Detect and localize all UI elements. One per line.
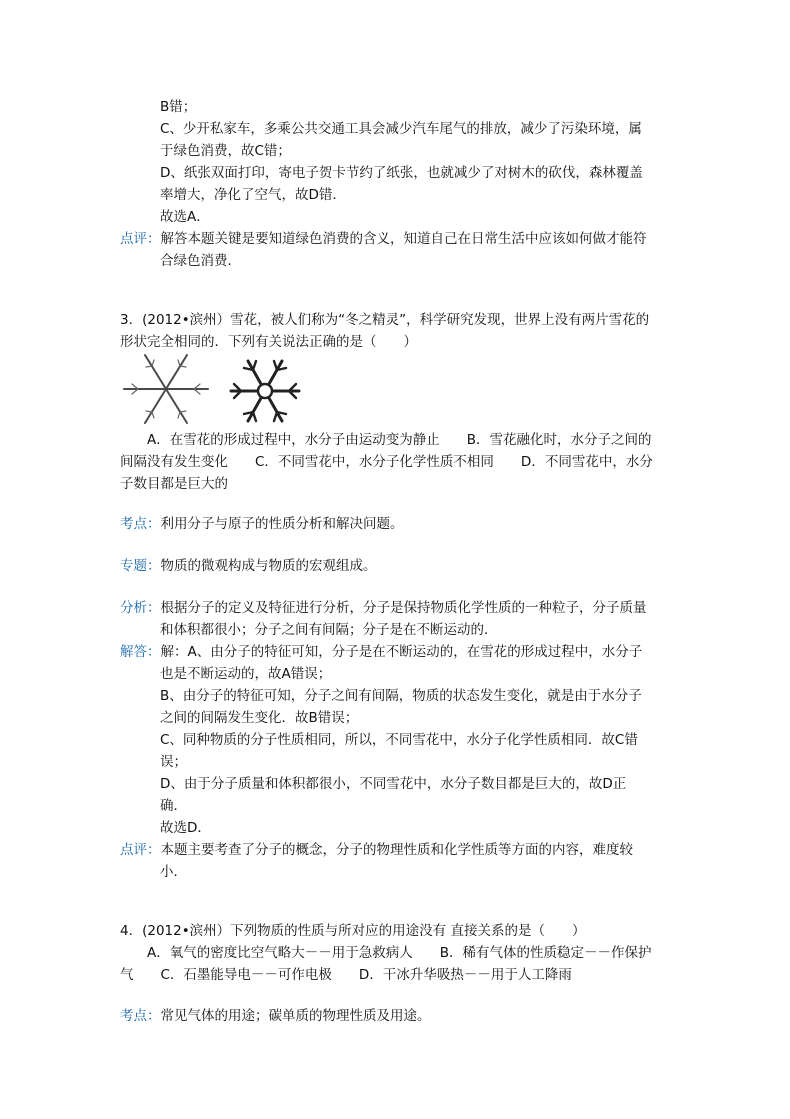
q3-zhuanti-label: 专题： [120, 558, 161, 574]
q3-fenxi-text1: 根据分子的定义及特征进行分析，分子是保持物质化学性质的一种粒子，分子质量 [160, 600, 647, 616]
q3-jieda-text1: 解：A、由分子的特征可知，分子是在不断运动的，在雪花的形成过程中，水分子 [160, 644, 643, 660]
q3-options-line3: 子数目都是巨大的 [120, 476, 228, 492]
q3-jieda-text5: C、同种物质的分子性质相同，所以，不同雪花中，水分子化学性质相同．故C错 [160, 732, 638, 748]
answer-c-line2: 于绿色消费，故C错； [160, 143, 291, 159]
comment-row1 [120, 230, 647, 248]
q4-options-line1: A．氧气的密度比空气略大－－用于急救病人 B．稀有气体的性质稳定－－作保护 [147, 945, 652, 961]
q3-fenxi-label: 分析： [120, 600, 161, 616]
q3-jieda-text2: 也是不断运动的，故A错误； [160, 666, 332, 682]
answer-b-line: B错； [160, 99, 197, 115]
comment-text1: 解答本题关键是要知道绿色消费的含义，知道自己在日常生活中应该如何做才能符 [160, 231, 647, 247]
q3-jieda-text3: B、由分子的特征可知，分子之间有间隔，物质的状态发生变化，就是由于水分子 [160, 688, 642, 704]
q3-stem-line2: 形状完全相同的．下列有关说法正确的是（ ） [120, 334, 417, 350]
q3-zhuanti-text: 物质的微观构成与物质的宏观组成。 [160, 558, 377, 574]
q3-dianping-row [120, 841, 633, 859]
q3-fenxi-row [120, 599, 647, 617]
q4-options-line2: 气 C．石墨能导电－－可作电极 D．干冰升华吸热－－用于人工降雨 [120, 967, 572, 983]
q3-stem-line1: 3．(2012•滨州）雪花，被人们称为“冬之精灵”，科学研究发现，世界上没有两片雪花的 [120, 312, 650, 328]
snowflake-image-2 [226, 354, 304, 428]
q3-jieda-text4: 之间的间隔发生变化．故B错误； [160, 710, 359, 726]
q3-jieda-row [120, 643, 642, 661]
q3-options-line2: 间隔没有发生变化 C．不同雪花中，水分子化学性质不相同 D．不同雪花中，水分 [120, 454, 653, 470]
q3-jieda-text6: 误； [160, 754, 187, 770]
q3-kaodian-row [120, 515, 404, 533]
answer-d-line2: 率增大，净化了空气，故D错． [160, 187, 346, 203]
answer-c-line1: C、少开私家车，多乘公共交通工具会减少汽车尾气的排放，减少了污染环境，属 [160, 121, 642, 137]
q4-kaodian-text: 常见气体的用途；碳单质的物理性质及用途。 [160, 1008, 431, 1024]
q4-stem: 4．(2012•滨州）下列物质的性质与所对应的用途没有 直接关系的是（ ） [120, 923, 586, 939]
q3-jieda-text7: D、由于分子质量和体积都很小，不同雪花中，水分子数目都是巨大的，故D正 [160, 776, 627, 792]
q3-kaodian-text: 利用分子与原子的性质分析和解决问题。 [160, 516, 404, 532]
answer-choose: 故选A． [160, 209, 210, 225]
q3-fenxi-text2: 和体积都很小；分子之间有间隔；分子是在不断运动的． [160, 622, 498, 638]
comment-text2: 合绿色消费． [160, 253, 241, 269]
q3-options-line1: A．在雪花的形成过程中，水分子由运动变为静止 B．雪花融化时，水分子之间的 [147, 432, 652, 448]
q3-dianping-label: 点评： [120, 842, 161, 858]
snowflake-image-1 [122, 352, 210, 426]
q3-jieda-label: 解答： [120, 644, 161, 660]
q3-choose: 故选D． [160, 820, 211, 836]
comment-label: 点评： [120, 231, 161, 247]
q3-dianping-text1: 本题主要考查了分子的概念，分子的物理性质和化学性质等方面的内容，难度较 [160, 842, 633, 858]
q3-jieda-text8: 确． [160, 798, 187, 814]
q3-dianping-text2: 小． [160, 864, 187, 880]
q4-kaodian-label: 考点： [120, 1008, 161, 1024]
q3-kaodian-label: 考点： [120, 516, 161, 532]
answer-d-line1: D、纸张双面打印，寄电子贺卡节约了纸张，也就减少了对树木的砍伐，森林覆盖 [160, 165, 643, 181]
q4-kaodian-row [120, 1007, 431, 1025]
q3-zhuanti-row [120, 557, 377, 575]
